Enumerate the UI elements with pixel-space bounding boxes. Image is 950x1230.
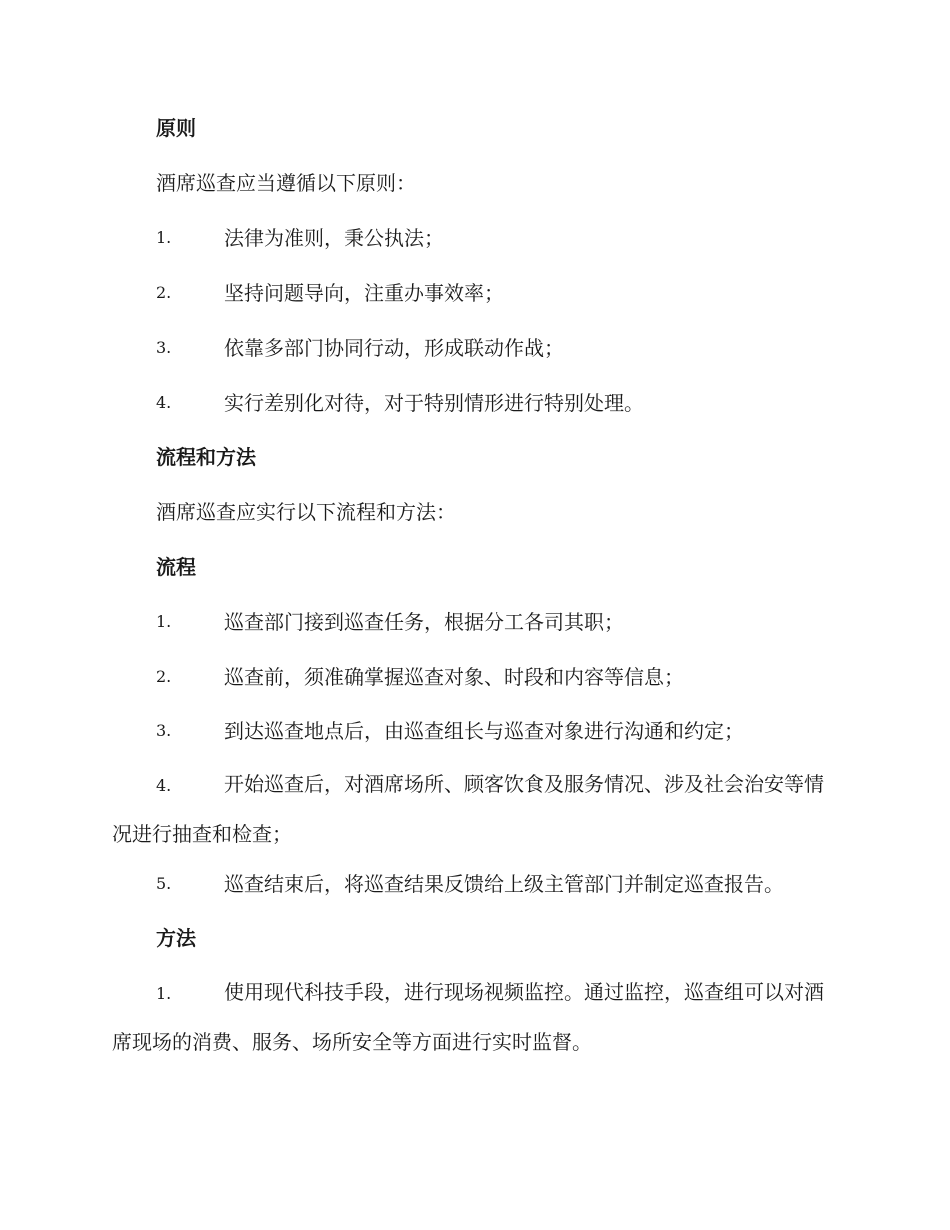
- process-item: [112, 717, 886, 745]
- section-heading-process-and-methods: 流程和方法: [156, 445, 256, 469]
- item-text: 巡查前，须准确掌握巡查对象、时段和内容等信息；: [224, 665, 684, 689]
- item-text: 巡查部门接到巡查任务，根据分工各司其职；: [224, 610, 624, 634]
- principles-intro: 酒席巡查应当遵循以下原则：: [156, 171, 416, 195]
- item-number: 1.: [156, 612, 172, 631]
- process-item: [112, 663, 886, 691]
- section-heading-principles: 原则: [156, 116, 196, 140]
- principles-item: [112, 279, 886, 307]
- process-item: [112, 608, 886, 636]
- item-number: 4.: [156, 776, 172, 795]
- item-number: 2.: [156, 667, 172, 686]
- item-text: 使用现代科技手段，进行现场视频监控。通过监控，巡查组可以对酒席现场的消费、服务、场所安全等方面进行实时监督。: [112, 980, 824, 1054]
- methods-item: [112, 968, 842, 1066]
- item-number: 3.: [156, 338, 172, 357]
- item-text: 坚持问题导向，注重办事效率；: [224, 281, 504, 305]
- section-heading-methods: 方法: [156, 926, 196, 950]
- process-and-methods-intro: 酒席巡查应实行以下流程和方法：: [156, 500, 456, 524]
- item-text: 实行差别化对待，对于特别情形进行特别处理。: [224, 391, 644, 415]
- process-item: [112, 870, 886, 898]
- item-text: 法律为准则，秉公执法；: [224, 226, 444, 250]
- process-item: [112, 760, 842, 858]
- item-text: 依靠多部门协同行动，形成联动作战；: [224, 336, 564, 360]
- principles-item: [112, 334, 886, 362]
- principles-item: [112, 389, 886, 417]
- item-number: 5.: [156, 874, 172, 893]
- item-number: 1.: [156, 228, 172, 247]
- item-text: 开始巡查后，对酒席场所、顾客饮食及服务情况、涉及社会治安等情况进行抽查和检查；: [112, 772, 824, 846]
- item-text: 到达巡查地点后，由巡查组长与巡查对象进行沟通和约定；: [224, 719, 744, 743]
- item-number: 1.: [156, 984, 172, 1003]
- item-number: 3.: [156, 721, 172, 740]
- item-number: 2.: [156, 283, 172, 302]
- section-heading-process: 流程: [156, 555, 196, 579]
- item-number: 4.: [156, 393, 172, 412]
- principles-item: [112, 224, 886, 252]
- item-text: 巡查结束后，将巡查结果反馈给上级主管部门并制定巡查报告。: [224, 872, 784, 896]
